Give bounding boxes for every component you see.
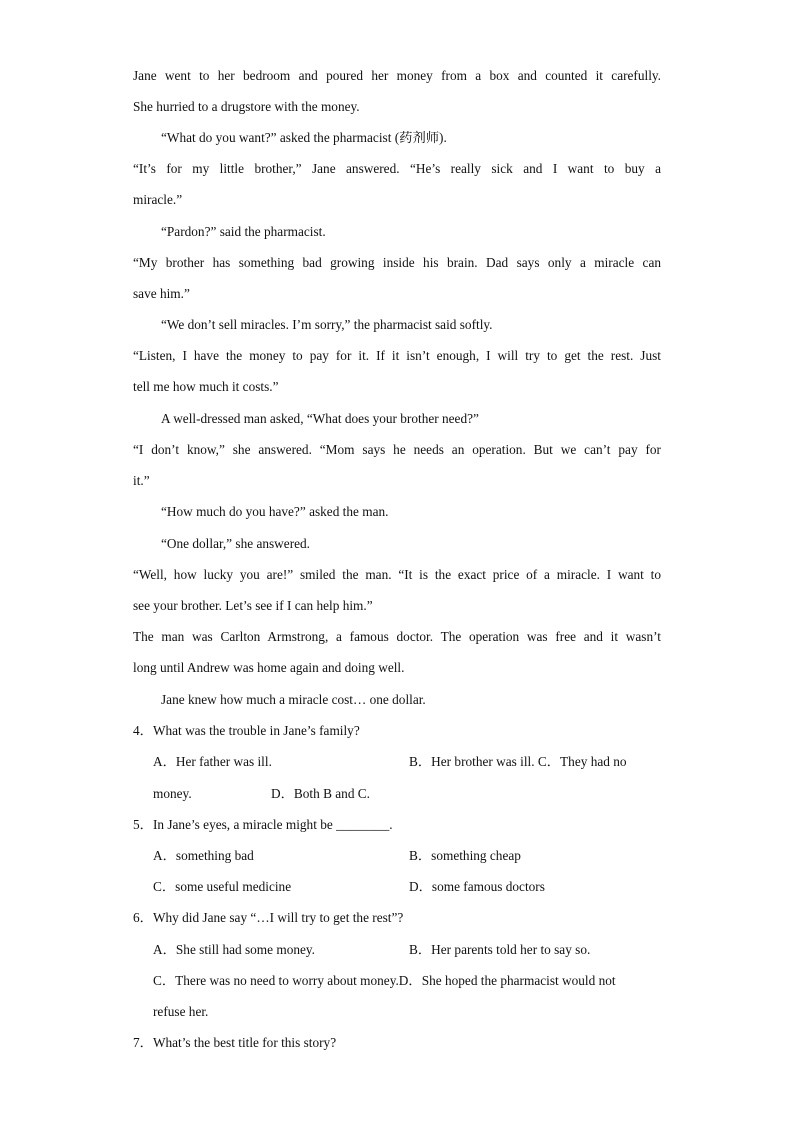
question-4-option-c-continued: money. [153, 786, 192, 801]
story-paragraph-10: “How much do you have?” asked the man. [161, 504, 389, 519]
story-paragraph-1-line-1: Jane went to her bedroom and poured her money from a box and counted it carefully. [133, 68, 661, 83]
story-paragraph-5-line-2: save him.” [133, 286, 190, 301]
story-paragraph-13-line-2: long until Andrew was home again and doing well. [133, 660, 405, 675]
story-paragraph-9-line-2: it.” [133, 473, 150, 488]
story-paragraph-1-line-2: She hurried to a drugstore with the money. [133, 99, 360, 114]
story-paragraph-11: “One dollar,” she answered. [161, 536, 310, 551]
question-4-option-d: D．Both B and C. [271, 786, 370, 801]
question-6-stem: 6．Why did Jane say “…I will try to get the rest”? [133, 910, 404, 925]
story-paragraph-12-line-1: “Well, how lucky you are!” smiled the man. “It is the exact price of a miracle. I want to [133, 567, 661, 582]
story-paragraph-14: Jane knew how much a miracle cost… one dollar. [161, 692, 426, 707]
question-5-option-d: D．some famous doctors [409, 879, 545, 894]
question-5-option-a: A．something bad [153, 848, 254, 863]
question-4-stem: 4．What was the trouble in Jane’s family? [133, 723, 360, 738]
question-5-stem: 5．In Jane’s eyes, a miracle might be ________. [133, 817, 393, 832]
question-5-option-c: C．some useful medicine [153, 879, 292, 894]
story-paragraph-5-line-1: “My brother has something bad growing inside his brain. Dad says only a miracle can [133, 255, 661, 270]
question-4-option-a: A．Her father was ill. [153, 754, 272, 769]
question-6-option-a: A．She still had some money. [153, 942, 316, 957]
question-5-option-b: B．something cheap [409, 848, 521, 863]
story-paragraph-7-line-1: “Listen, I have the money to pay for it. If it isn’t enough, I will try to get the rest. Just [133, 348, 661, 363]
question-6-option-b: B．Her parents told her to say so. [409, 942, 591, 957]
story-paragraph-3-line-2: miracle.” [133, 192, 183, 207]
story-paragraph-9-line-1: “I don’t know,” she answered. “Mom says he needs an operation. But we can’t pay for [133, 442, 661, 457]
story-paragraph-4: “Pardon?” said the pharmacist. [161, 224, 326, 239]
story-paragraph-7-line-2: tell me how much it costs.” [133, 379, 279, 394]
question-4-option-b-c: B．Her brother was ill. C．They had no [409, 754, 627, 769]
story-paragraph-12-line-2: see your brother. Let’s see if I can help him.” [133, 598, 373, 613]
question-6-option-c-d: C．There was no need to worry about money.D．She hoped the pharmacist would not [153, 973, 616, 988]
question-7-stem: 7．What’s the best title for this story? [133, 1035, 337, 1050]
story-paragraph-8: A well-dressed man asked, “What does your brother need?” [161, 411, 479, 426]
story-paragraph-3-line-1: “It’s for my little brother,” Jane answered. “He’s really sick and I want to buy a [133, 161, 661, 176]
story-paragraph-6: “We don’t sell miracles. I’m sorry,” the pharmacist said softly. [161, 317, 493, 332]
question-6-option-d-continued: refuse her. [153, 1004, 209, 1019]
story-paragraph-13-line-1: The man was Carlton Armstrong, a famous doctor. The operation was free and it wasn’t [133, 629, 661, 644]
story-paragraph-2: “What do you want?” asked the pharmacist (药剂师). [161, 130, 447, 145]
